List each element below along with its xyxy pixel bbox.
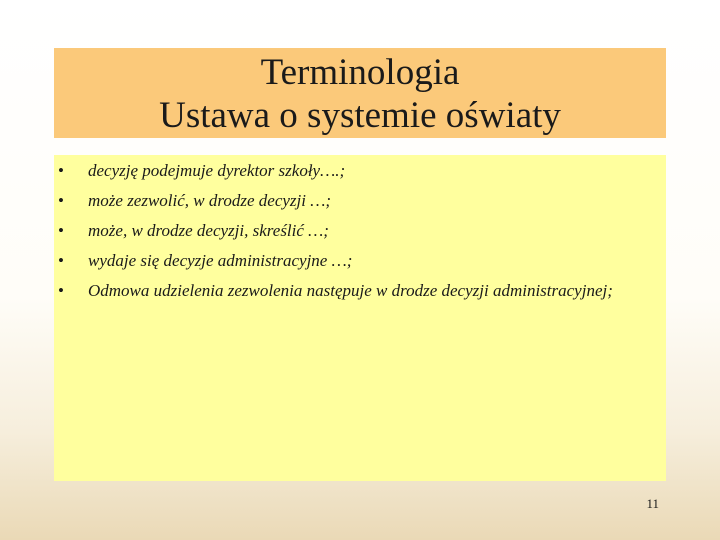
bullet-text: decyzję podejmuje dyrektor szkoły….; xyxy=(88,161,346,180)
bullet-text: może zezwolić, w drodze decyzji …; xyxy=(88,191,332,210)
list-item xyxy=(58,190,618,212)
bullet-icon: • xyxy=(58,221,64,240)
page-number: 11 xyxy=(646,496,659,511)
list-item xyxy=(58,250,618,272)
bullet-text: może, w drodze decyzji, skreślić …; xyxy=(88,221,329,240)
title-line-1: Terminologia xyxy=(260,52,460,93)
bullet-text: wydaje się decyzje administracyjne …; xyxy=(88,251,353,270)
slide-title xyxy=(54,48,666,138)
bullet-list xyxy=(58,160,618,310)
bullet-icon: • xyxy=(58,251,64,270)
title-line-2: Ustawa o systemie oświaty xyxy=(159,95,561,136)
list-item xyxy=(58,280,618,302)
bullet-icon: • xyxy=(58,191,64,210)
bullet-icon: • xyxy=(58,281,64,300)
list-item xyxy=(58,220,618,242)
list-item xyxy=(58,160,618,182)
bullet-icon: • xyxy=(58,161,64,180)
bullet-text: Odmowa udzielenia zezwolenia następuje w drodze decyzji administracyjnej; xyxy=(88,281,613,300)
